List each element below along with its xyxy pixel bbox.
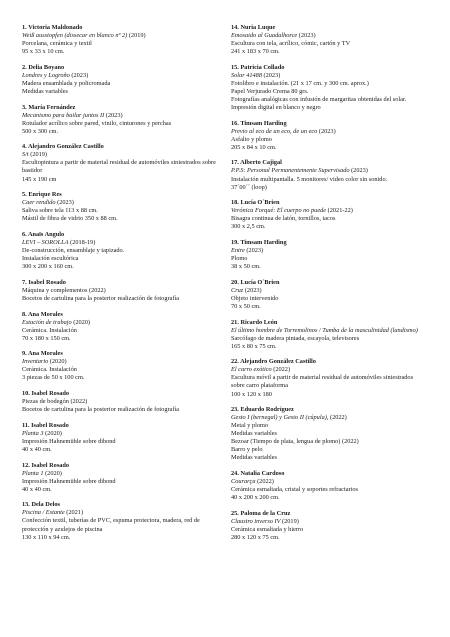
artwork-heading: [22, 104, 219, 112]
artwork-year: (2021): [64, 509, 84, 517]
artwork-title: Piscina / Estante: [22, 509, 65, 517]
artwork-detail: Impresión Hahnemühle sobre dibond: [22, 477, 116, 485]
artwork-title: Mecanismo para bailar juntos II: [22, 111, 105, 119]
artwork-entry: [22, 501, 219, 541]
artwork-heading: [22, 501, 219, 509]
artwork-title-line: [231, 72, 428, 80]
artwork-detail: Impresión Hahnemühle sobre dibond: [22, 437, 116, 445]
artwork-detail: Cerámica. Instalación: [22, 326, 77, 334]
artwork-detail: Escultopintura a partir de material residual de automóviles siniestrados sobre bastidor: [22, 159, 216, 175]
artwork-title-line: [22, 72, 219, 80]
artwork-entry: [22, 462, 219, 494]
artwork-entry: [22, 104, 219, 136]
artwork-title: Gesto I (bernegal) y Gesto II (cúpula): [231, 414, 327, 422]
entry-number: 14.: [231, 24, 239, 31]
artwork-year: (2020): [43, 429, 62, 437]
artwork-heading: [231, 159, 428, 167]
artwork-entry: [22, 350, 219, 382]
artwork-entry: [231, 24, 428, 56]
artwork-detail: 165 x 80 x 75 cm.: [231, 342, 277, 350]
artist-name: Victoria Maldonado: [28, 24, 83, 31]
artist-name: Isabel Rosado: [28, 278, 66, 286]
artwork-heading: [22, 64, 219, 72]
artwork-year: (2022): [255, 478, 274, 486]
artwork-title-line: [231, 167, 428, 175]
artwork-detail: Porcelana, cerámica y textil: [22, 40, 92, 48]
artwork-title-line: [231, 32, 428, 40]
artwork-title-line: [231, 478, 428, 486]
artwork-detail: Objeto intervenido: [231, 294, 279, 302]
artwork-detail: 130 x 110 x 94 cm.: [22, 533, 71, 541]
artwork-title: Caer rendido: [22, 199, 56, 207]
artwork-heading: [231, 279, 428, 287]
artwork-year: (2021-22): [326, 207, 353, 215]
artwork-detail: Instalación multipantalla. 5 monitores/ video color sin sonido.: [231, 175, 388, 183]
artwork-title: Planta 3: [22, 429, 44, 437]
artwork-title: Previo al eco de un eco, de un eco: [231, 127, 318, 135]
artwork-title: El último hombre de Torremolinos / Tumba de la masculinidad (landismo): [231, 326, 418, 334]
artist-name: Eduardo Rodríguez: [240, 406, 294, 414]
entry-number: 6.: [22, 230, 27, 238]
artwork-detail: Madera ensamblada y policromada: [22, 79, 111, 87]
entry-number: 21.: [231, 318, 239, 326]
artwork-entry: [231, 159, 428, 191]
entry-number: 1.: [22, 24, 27, 31]
artwork-title: Entre: [231, 247, 245, 255]
artwork-year: (2020): [48, 358, 67, 366]
artwork-year: (2020): [71, 318, 91, 326]
entry-number: 25.: [231, 509, 239, 517]
artwork-detail: 40 x 40 cm.: [22, 485, 52, 493]
artwork-entry: [231, 64, 428, 112]
artwork-year: (2023): [261, 71, 281, 79]
artwork-heading: [22, 231, 219, 239]
artwork-title-line: [22, 358, 219, 366]
artwork-title: El carro exótico: [231, 366, 272, 374]
artwork-heading: [231, 24, 428, 32]
entry-number: 10.: [22, 390, 30, 398]
artist-name: María Fernández: [28, 103, 76, 111]
artist-name: Dela Delos: [31, 501, 60, 509]
artwork-detail: Bisagra continua de latón, tornillos, tacos: [231, 215, 336, 223]
entry-number: 12.: [22, 461, 30, 469]
artwork-title: Emosaido al Guadalhorce: [231, 32, 298, 40]
artwork-title-line: [22, 32, 219, 40]
artwork-year: (2018-19): [68, 239, 96, 246]
artwork-detail: Sarcófago de madera pintada, escayola, televisores: [231, 334, 360, 342]
artwork-detail: 241 x 183 x 70 cm.: [231, 48, 280, 56]
artwork-title-line: [22, 112, 219, 120]
artwork-heading: [231, 319, 428, 327]
artist-name: Lucía O´Brien: [240, 199, 280, 207]
artwork-heading: [22, 350, 219, 358]
artwork-detail: 70 x 50 cm.: [231, 302, 261, 310]
artwork-entry: [22, 24, 219, 56]
artwork-title: Cruz: [231, 286, 244, 294]
artwork-detail: 40 x 200 x 200 cm.: [231, 494, 280, 502]
entry-number: 23.: [231, 406, 239, 414]
artwork-title-line: [231, 518, 428, 526]
artist-name: Ricardo León: [240, 318, 278, 326]
artwork-title: Weiß ausstopfen (dissecar en blanco nº 2): [22, 32, 128, 40]
artwork-detail: 37´00´´ (loop): [231, 183, 267, 191]
artwork-detail: 145 x 190 cm: [22, 175, 57, 183]
entry-number: 9.: [22, 350, 27, 358]
artist-name: Isabel Rosado: [31, 390, 70, 398]
artwork-title: Verónica Forqué: El cuerpo no puede: [231, 207, 327, 215]
artwork-heading: [22, 279, 219, 287]
artwork-detail: 205 x 84 x 10 cm.: [231, 143, 277, 151]
artwork-entry: [22, 231, 219, 271]
artwork-detail: Instalación escultórica: [22, 255, 79, 263]
artwork-detail: Medidas variables: [231, 430, 277, 438]
artwork-entry: [22, 311, 219, 343]
entry-number: 16.: [231, 119, 239, 127]
artwork-detail: 70 x 180 x 150 cm.: [22, 334, 71, 342]
artist-name: Lucía O´Brien: [240, 278, 280, 286]
artwork-entry: [22, 191, 219, 223]
artwork-heading: [22, 311, 219, 319]
entry-number: 22.: [231, 358, 239, 366]
artwork-detail: Metal y plomo: [231, 422, 269, 430]
artwork-heading: [231, 470, 428, 478]
artwork-detail: Mástil de fibra de vidrio 350 x 88 cm.: [22, 215, 118, 223]
artwork-heading: [22, 462, 219, 470]
artwork-detail: 38 x 50 cm.: [231, 263, 261, 271]
artwork-title-line: [22, 430, 219, 438]
artwork-year: (2023): [69, 71, 89, 79]
artwork-year: (2023): [244, 247, 264, 255]
artwork-detail: Escultura móvil a partir de material residual de automóviles siniestrados sobre carro plataforma: [231, 374, 414, 390]
artwork-title: Planta 1: [22, 469, 44, 477]
artwork-title-line: [231, 366, 428, 374]
artwork-detail: Rotulador acrílico sobre pared, vinilo, cinturones y perchas: [22, 119, 172, 127]
artwork-detail: 500 x 300 cm.: [22, 127, 59, 135]
artwork-title: Inventario: [22, 358, 49, 366]
artwork-detail: Asfalto y plomo: [231, 135, 272, 143]
artwork-detail: Máquina y complementos (2022): [22, 286, 106, 294]
artwork-detail: Cerámica esmaltada, cristal y soportes refractarios: [231, 486, 358, 494]
artwork-title: Claustro inverso IV: [231, 517, 281, 525]
artwork-detail: Confección textil, tuberías de PVC, espuma protectora, madera, red de protección y azulejos de piscina: [22, 517, 200, 533]
artwork-heading: [231, 406, 428, 414]
artwork-title-line: [231, 247, 428, 255]
artwork-detail: Medidas variables: [22, 87, 68, 95]
artwork-title-line: [22, 319, 219, 327]
artwork-detail: 95 x 33 x 10 cm.: [22, 48, 65, 56]
artwork-detail: 280 x 120 x 75 cm.: [231, 534, 280, 542]
artwork-entry: [231, 279, 428, 311]
artwork-detail: Papel Verjurado Crema 80 grs.: [231, 87, 309, 95]
entry-number: 8.: [22, 310, 27, 318]
artwork-year: (2023): [297, 32, 316, 40]
artwork-title-line: [231, 287, 428, 295]
artist-name: Delia Boyano: [28, 63, 65, 71]
artwork-entry: [231, 199, 428, 231]
artwork-year: (2019): [280, 517, 299, 525]
artwork-detail: Fotolibro e instalación. (21 x 17 cm. y 300 cm. aprox.): [231, 79, 369, 87]
entry-number: 11.: [22, 421, 30, 429]
artwork-title-line: [22, 199, 219, 207]
artist-name: Enrique Res: [28, 191, 62, 199]
artwork-title-line: [231, 207, 428, 215]
artwork-detail: Cerámica esmaltada y hierro: [231, 525, 304, 533]
artist-name: Paloma de la Cruz: [240, 509, 291, 517]
artwork-year: (2023): [243, 286, 262, 294]
artwork-heading: [22, 390, 219, 398]
artist-name: Timsam Harding: [240, 239, 287, 246]
artwork-entry: [231, 470, 428, 502]
artwork-detail: Medidas variables: [231, 454, 277, 462]
artwork-entry: [22, 422, 219, 454]
artist-name: Ana Morales: [27, 310, 63, 318]
artist-name: Patricia Collado: [240, 63, 285, 71]
entry-number: 7.: [22, 278, 27, 286]
artwork-title: Estación de trabajo: [22, 318, 72, 326]
artist-name: Alejandro González Castillo: [27, 143, 104, 151]
entry-number: 13.: [22, 501, 30, 509]
artist-name: Timsam Harding: [240, 119, 287, 127]
artwork-title: S/t: [22, 151, 29, 159]
artwork-entry: [231, 120, 428, 152]
artwork-title: P.P.S: Personal Permanentemente Supervisado: [231, 167, 350, 175]
artwork-detail: 100 x 120 x 180: [231, 390, 272, 398]
artwork-entry: [231, 239, 428, 271]
artwork-year: (2023): [104, 111, 123, 119]
artwork-heading: [231, 510, 428, 518]
artwork-heading: [231, 199, 428, 207]
artwork-title-line: [231, 128, 428, 136]
artwork-heading: [231, 64, 428, 72]
artwork-title-line: [22, 239, 219, 247]
artwork-detail: Cerámica. Instalación: [22, 366, 77, 374]
entry-number: 5.: [22, 191, 27, 199]
artist-name: Nuria Luque: [240, 24, 276, 31]
entry-number: 2.: [22, 63, 27, 71]
left-column: [22, 24, 219, 550]
artwork-detail: Bocetos de cartulina para la posterior realización de fotografía: [22, 294, 179, 302]
artwork-detail: Barro y pelo: [231, 446, 263, 454]
entry-number: 3.: [22, 103, 27, 111]
artwork-entry: [22, 64, 219, 96]
entry-number: 24.: [231, 470, 239, 478]
artwork-detail: 40 x 40 cm.: [22, 445, 52, 453]
artwork-heading: [22, 422, 219, 430]
artwork-entry: [22, 143, 219, 183]
artwork-title: LEVI – SOROLLA: [22, 239, 69, 246]
artwork-year: (2019): [127, 32, 146, 40]
artwork-year: (2020): [43, 469, 62, 477]
artwork-entry: [231, 510, 428, 542]
artwork-detail: 300 x 200 x 160 cm.: [22, 263, 74, 271]
artwork-entry: [231, 358, 428, 398]
artist-name: Ana Morales: [27, 350, 63, 358]
artwork-detail: Fotografías analógicas con infusión de margaritas obtenidas del solar.: [231, 95, 407, 103]
artwork-detail: Plomo: [231, 255, 248, 263]
artist-name: Isabel Rosado: [31, 421, 69, 429]
artwork-detail: Saliva sobre tela 113 x 88 cm.: [22, 207, 98, 215]
artwork-year: (2023): [317, 127, 336, 135]
artwork-heading: [22, 191, 219, 199]
artwork-year: (2023): [55, 199, 74, 207]
artist-name: Anaïs Angulo: [27, 230, 65, 238]
artist-name: Alejandro González Castillo: [240, 358, 316, 366]
artwork-title-line: [22, 470, 219, 478]
artwork-detail: Escultura con tela, acrílico, cómic, cartón y TV: [231, 40, 351, 48]
artwork-title-line: [231, 414, 428, 422]
artwork-entry: [231, 319, 428, 351]
entry-number: 20.: [231, 278, 239, 286]
artwork-detail: Bezoar (Tiempo de plata, lengua de plomo) (2022): [231, 438, 359, 446]
entry-number: 17.: [231, 159, 239, 167]
entry-number: 18.: [231, 199, 239, 207]
artist-name: Alberto Cajigal: [240, 159, 282, 167]
artwork-detail: Bocetos de cartulina para la posterior realización de fotografía: [22, 406, 179, 414]
artwork-heading: [231, 358, 428, 366]
entry-number: 15.: [231, 63, 239, 71]
artwork-year: (2022): [271, 366, 291, 374]
artwork-entry: [231, 406, 428, 462]
entry-number: 19.: [231, 239, 239, 246]
artwork-year: (2023): [349, 167, 368, 175]
artwork-year: , (2022): [326, 414, 347, 422]
artwork-entry: [22, 279, 219, 303]
artwork-heading: [22, 143, 219, 151]
artwork-detail: Impresión digital en blanco y negro: [231, 104, 321, 112]
right-column: [231, 24, 428, 550]
artwork-title: Solar 41488: [231, 71, 262, 79]
artwork-detail: 300 x 2,5 cm.: [231, 223, 266, 231]
artwork-detail: 3 piezas de 50 x 100 cm.: [22, 374, 85, 382]
entry-number: 4.: [22, 143, 27, 151]
artwork-heading: [22, 24, 219, 32]
artist-name: Isabel Rosado: [31, 461, 70, 469]
artwork-heading: [231, 239, 428, 247]
artwork-year: (2019): [28, 151, 48, 159]
artwork-detail: De-construcción, ensamblaje y tapizado.: [22, 247, 125, 255]
artist-name: Natalia Cardoso: [240, 470, 285, 478]
artwork-title: Courarça: [231, 478, 256, 486]
artwork-detail: Piezas de bodegón (2022): [22, 398, 88, 406]
artwork-entry: [22, 390, 219, 414]
artwork-heading: [231, 120, 428, 128]
artwork-title: Londres y Logroño: [22, 71, 70, 79]
artwork-title-line: [22, 509, 219, 517]
catalog-columns: [22, 24, 428, 550]
artwork-title-line: [231, 327, 428, 335]
artwork-title-line: [22, 151, 219, 159]
